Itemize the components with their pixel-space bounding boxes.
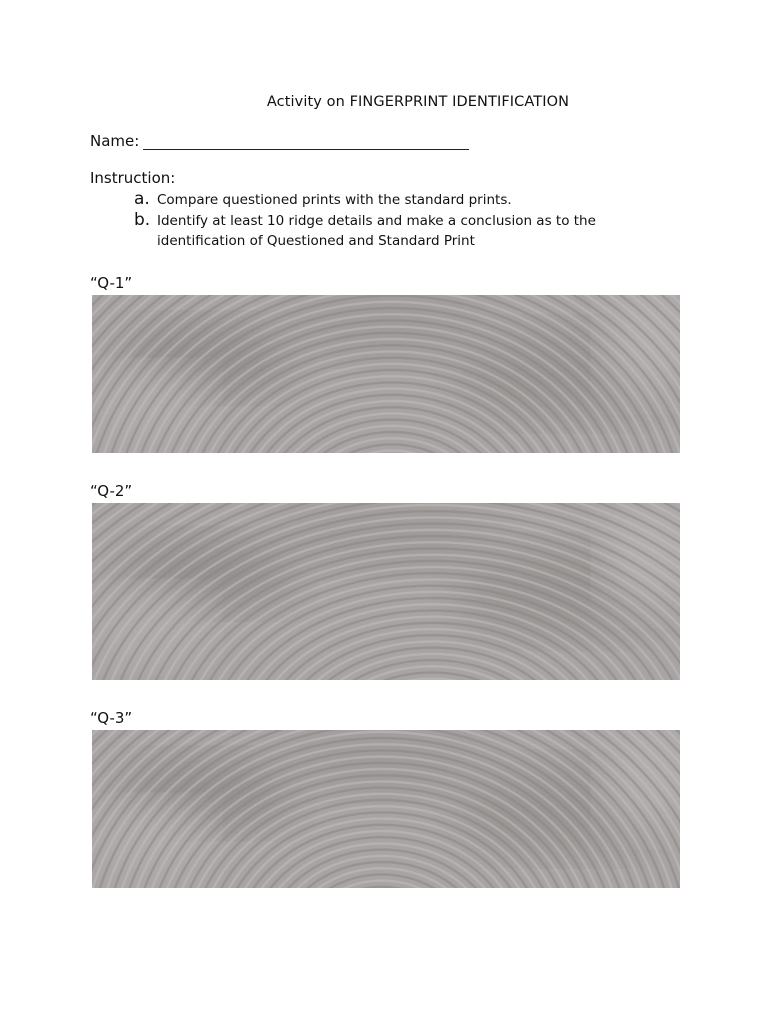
document-title: Activity on FINGERPRINT IDENTIFICATION <box>266 94 570 110</box>
instruction-heading: Instruction: <box>90 169 176 187</box>
fingerprint-overlay <box>92 503 680 680</box>
fingerprint-overlay <box>92 730 680 888</box>
instruction-item-b <box>134 211 617 251</box>
fingerprint-image-q1 <box>92 295 680 453</box>
instruction-letter-b: b. <box>134 210 151 230</box>
print-label-q3: “Q-3” <box>90 709 133 727</box>
fingerprint-overlay <box>92 295 680 453</box>
print-label-q1: “Q-1” <box>90 274 133 292</box>
instruction-letter-a: a. <box>134 189 150 209</box>
fingerprint-image-q2 <box>92 503 680 680</box>
print-label-q2: “Q-2” <box>90 482 133 500</box>
instruction-text-b: Identify at least 10 ridge details and make a conclusion as to the identification of Questioned and Standard Print <box>157 213 596 249</box>
name-label: Name: <box>90 132 140 150</box>
instruction-text-a: Compare questioned prints with the standard prints. <box>157 192 512 208</box>
fingerprint-image-q3 <box>92 730 680 888</box>
name-field-row <box>90 132 469 150</box>
name-blank-line <box>143 135 469 150</box>
instruction-item-a <box>134 190 617 210</box>
